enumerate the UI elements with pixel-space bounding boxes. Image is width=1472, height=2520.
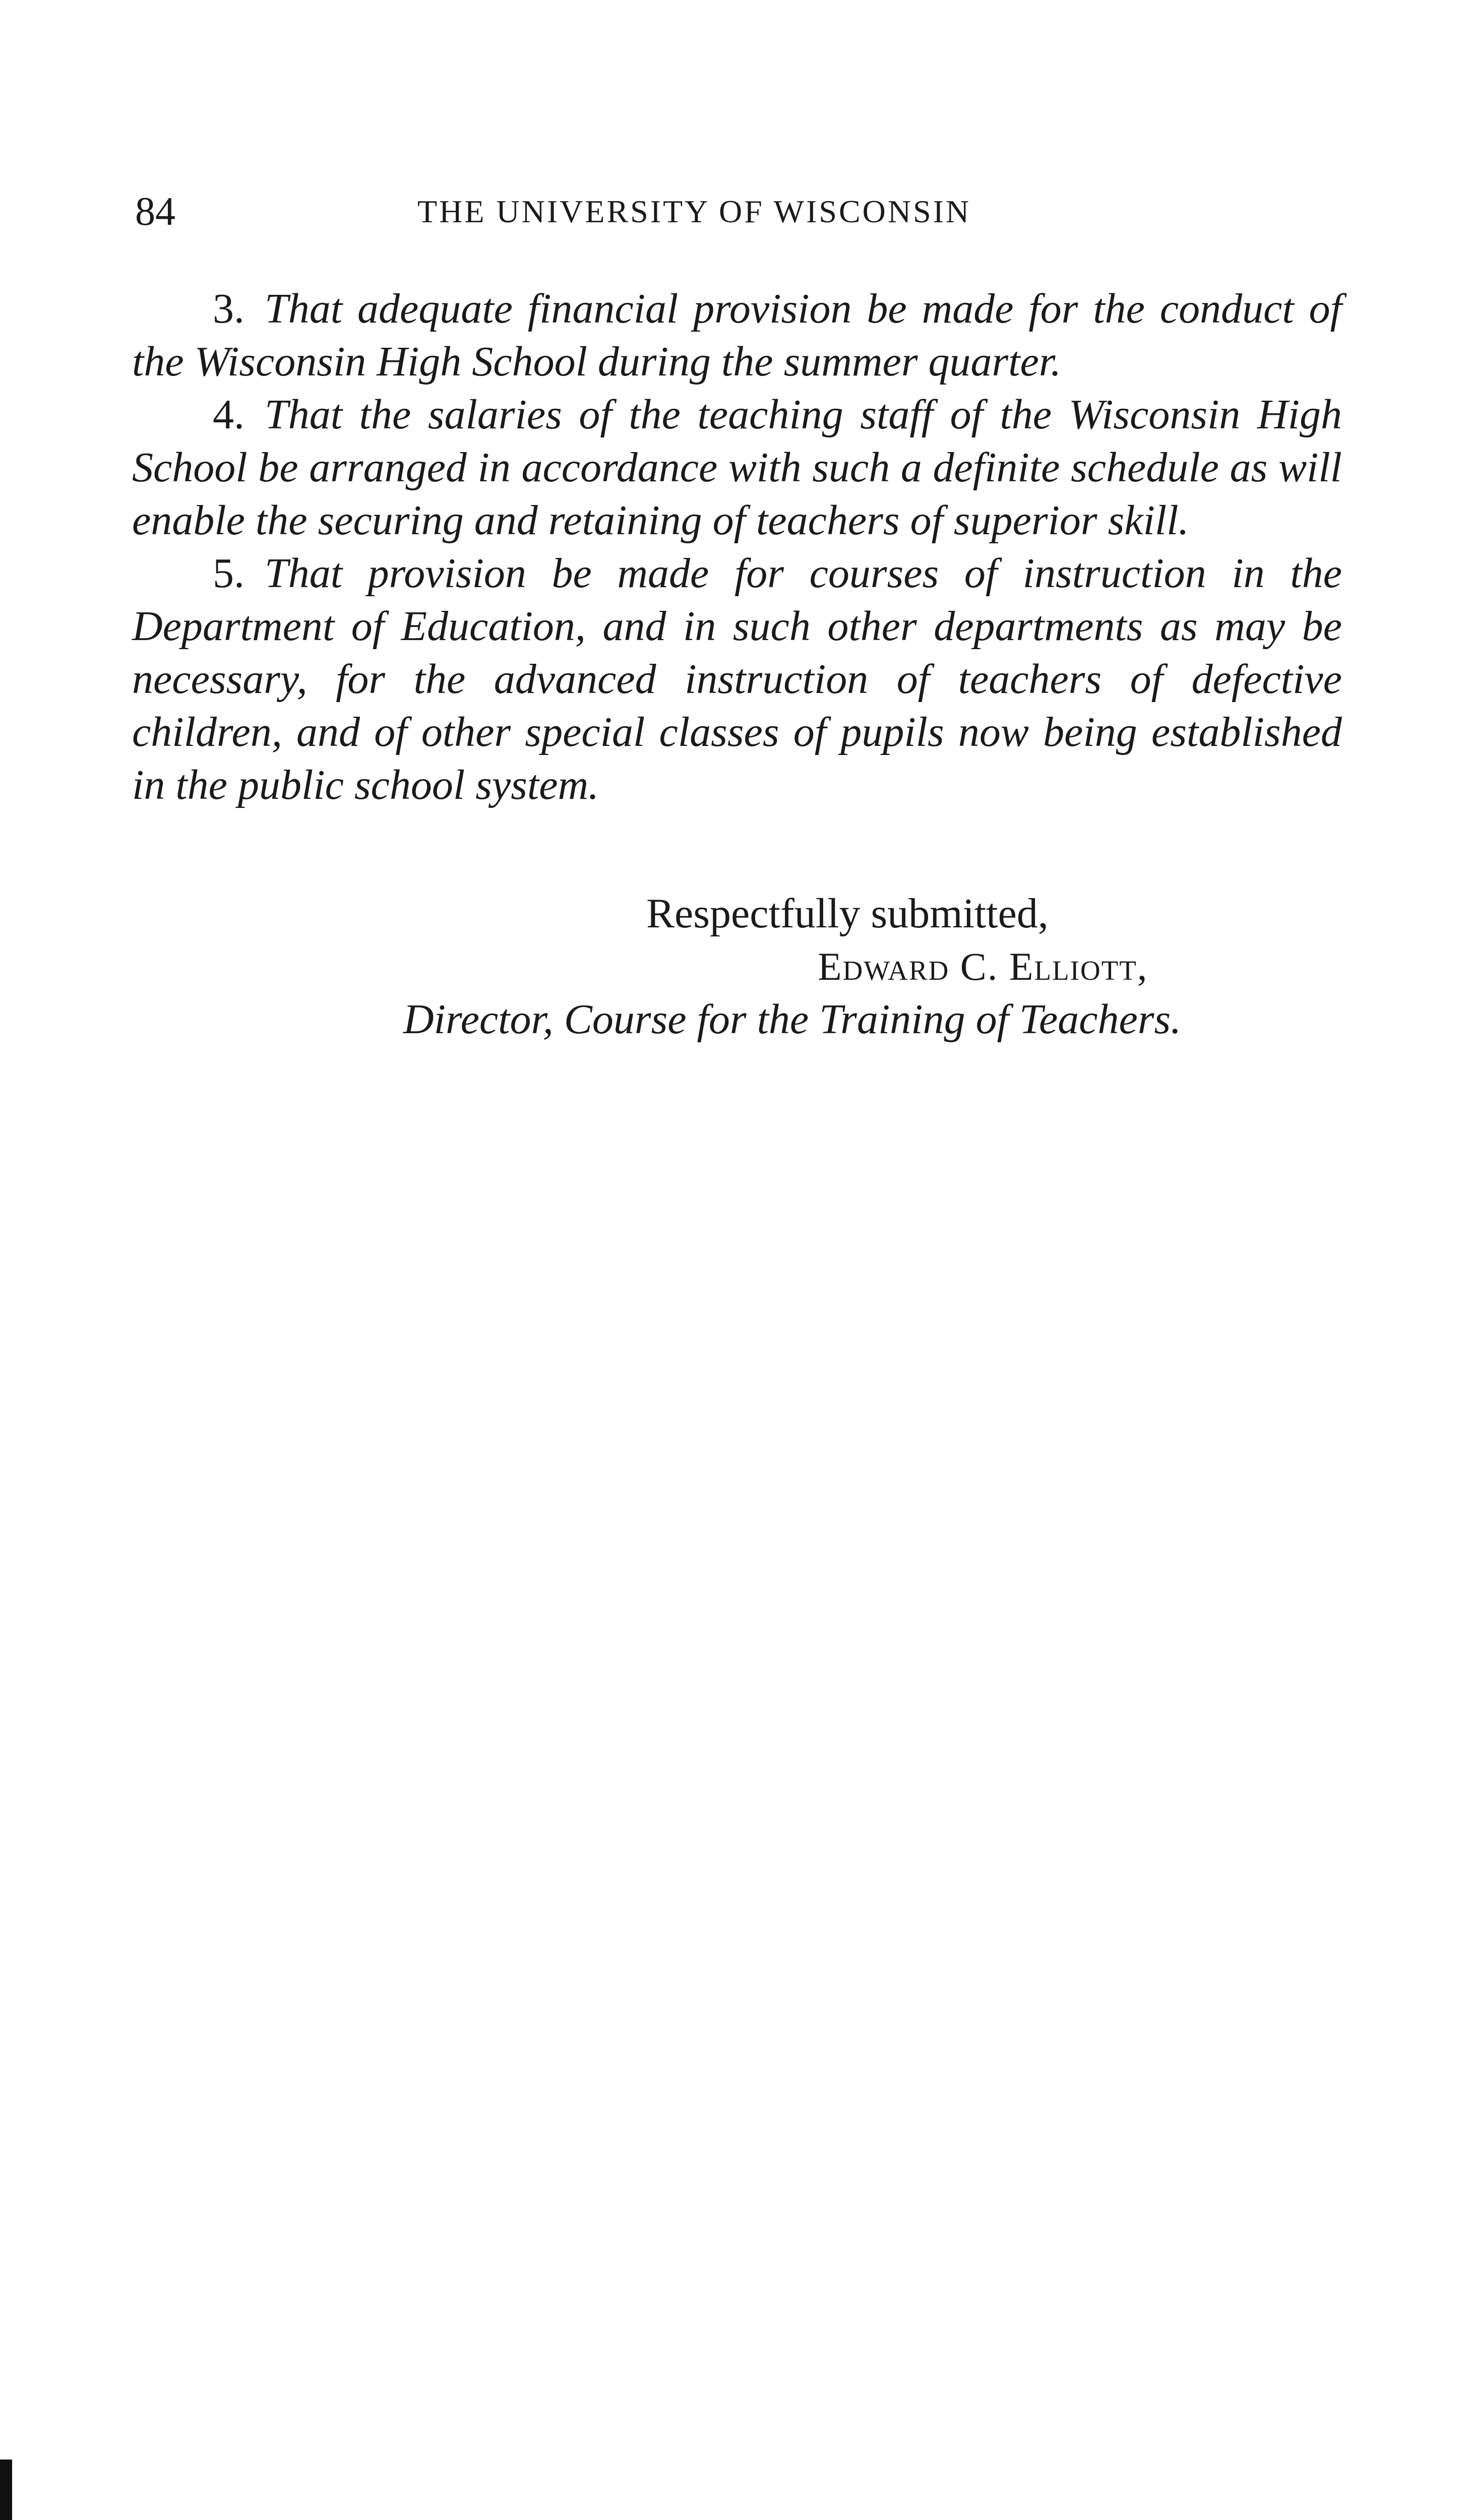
running-head-title: THE UNIVERSITY OF WISCONSIN	[417, 194, 971, 229]
page-number: 84	[135, 190, 175, 234]
item-number: 5.	[213, 550, 244, 597]
item-text: That the salaries of the teaching staff of the Wisconsin High School be arranged in accordance with such a definite schedule as will enable the securing and retaining of teachers of superior skill.	[132, 391, 1342, 544]
item-number: 4.	[213, 391, 244, 438]
scan-edge-mark	[0, 2460, 12, 2520]
recommendation-item	[132, 388, 1342, 547]
signatory-title: Director, Course for the Training of Teachers.	[403, 996, 1182, 1043]
item-text: That adequate financial provision be made for the conduct of the Wisconsin High School during the summer quarter.	[132, 285, 1342, 385]
item-number: 3.	[213, 285, 244, 332]
recommendation-item	[132, 547, 1342, 811]
item-text: That provision be made for courses of instruction in the Department of Education, and in such other departments as may be necessary, for the advanced instruction of teachers of defective children, and of other special classes of pupils now being established in the public school system.	[132, 550, 1342, 808]
recommendation-item	[132, 282, 1342, 388]
closing-salutation: Respectfully submitted,	[646, 890, 1049, 937]
signatory-name: Edward C. Elliott,	[818, 944, 1148, 988]
recommendations-list	[132, 282, 1342, 811]
closing-block	[0, 887, 1472, 1058]
running-head	[135, 186, 1345, 237]
